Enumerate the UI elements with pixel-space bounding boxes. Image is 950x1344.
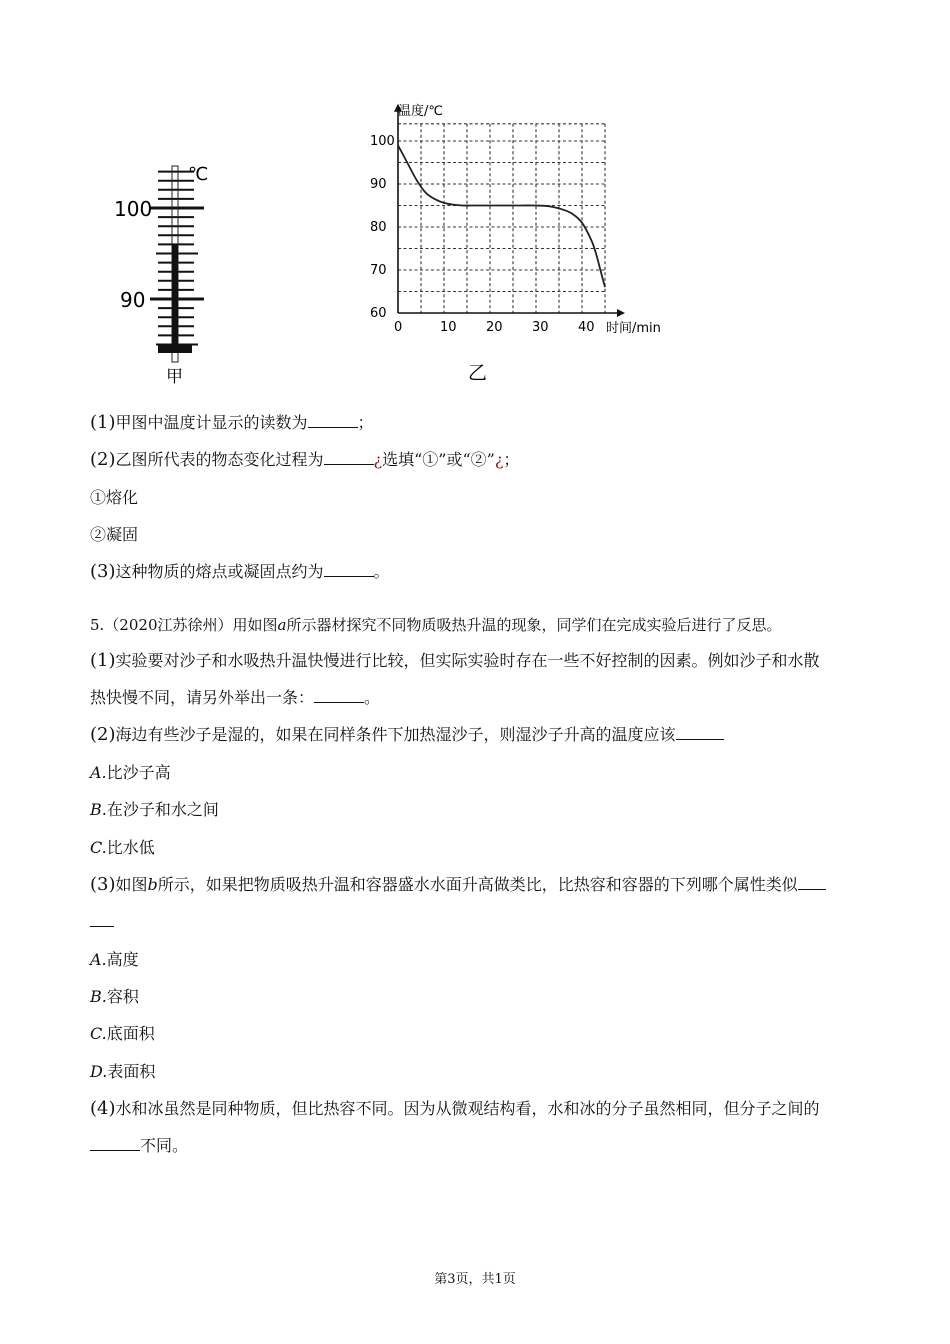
q5-figure-ref-a: a — [277, 616, 287, 634]
q5-part3-option-a[interactable] — [90, 949, 139, 971]
q5-figure-ref-b: b — [147, 875, 158, 894]
q5-part1-end: 。 — [364, 688, 381, 707]
y-tick-label: 80 — [370, 220, 387, 235]
q4-part1-number: (1) — [90, 412, 116, 433]
x-tick-label: 10 — [440, 320, 457, 335]
q4-part2 — [90, 449, 519, 471]
q5-part4-line2 — [90, 1135, 188, 1157]
q4-part2-number: (2) — [90, 449, 116, 470]
page-footer: 第3页，共1页 — [434, 1272, 516, 1287]
q5-part3-option-d[interactable] — [90, 1061, 155, 1083]
option-text: 比沙子高 — [106, 763, 171, 782]
q4-option-1: ①熔化 — [90, 488, 139, 507]
q5-part2 — [90, 724, 724, 746]
q5-part3-text: 所示，如果把物质吸热升温和容器盛水水面升高做类比，比热容和容器的下列哪个属性类似 — [157, 875, 798, 894]
q5-part2-number: (2) — [90, 724, 116, 745]
thermometer-unit: ℃ — [188, 164, 209, 185]
q5-part3-blank-continued — [90, 911, 114, 933]
x-tick-label: 40 — [578, 320, 595, 335]
answer-blank[interactable] — [798, 875, 826, 890]
x-axis-arrow — [617, 309, 625, 317]
q4-part2-symbol-open: ¿ — [373, 450, 383, 469]
q5-heading-text: 所示器材探究不同物质吸热升温的现象，同学们在完成实验后进行了反思。 — [286, 616, 782, 634]
y-tick-label: 60 — [370, 306, 387, 321]
q4-part1-text: 甲图中温度计显示的读数为 — [115, 413, 308, 432]
q5-part1-line2 — [90, 687, 380, 709]
q5-part4-number: (4) — [90, 1098, 116, 1119]
thermometer-mark-90: 90 — [120, 288, 146, 312]
graph-x-axis-label: 时间/min — [606, 321, 661, 336]
x-tick-label: 30 — [532, 320, 549, 335]
option-text: 容积 — [106, 987, 139, 1006]
q4-part1 — [90, 412, 374, 434]
option-letter: C. — [90, 1024, 107, 1043]
q5-part2-text: 海边有些沙子是湿的，如果在同样条件下加热湿沙子，则湿沙子升高的温度应该 — [115, 725, 676, 744]
q5-part2-option-a[interactable] — [90, 762, 171, 784]
q4-part1-end: ； — [357, 413, 374, 432]
x-tick-label: 20 — [486, 320, 503, 335]
q5-part1-number: (1) — [90, 650, 116, 671]
answer-blank[interactable] — [308, 413, 358, 428]
option-letter: A. — [90, 763, 107, 782]
answer-blank[interactable] — [324, 450, 374, 465]
option-text: 在沙子和水之间 — [106, 800, 219, 819]
q5-part4-line1 — [90, 1098, 820, 1120]
option-letter: A. — [90, 950, 107, 969]
q5-part1-text1: 实验要对沙子和水吸热升温快慢进行比较，但实际实验时存在一些不好控制的因素。例如沙子和水散 — [115, 651, 820, 670]
q4-part2-hint: 选填“①”或“②” — [382, 450, 495, 469]
q4-part2-text: 乙图所代表的物态变化过程为 — [115, 450, 324, 469]
y-tick-label: 100 — [370, 134, 395, 149]
option-text: 底面积 — [106, 1024, 155, 1043]
thermometer-caption: 甲 — [166, 367, 183, 387]
q4-part3-end: 。 — [373, 562, 390, 581]
q5-heading-source: 5.（2020江苏徐州）用如图 — [90, 616, 278, 634]
option-letter: D. — [90, 1062, 108, 1081]
graph-x-tick-labels — [394, 320, 595, 335]
q4-part3-text: 这种物质的熔点或凝固点约为 — [115, 562, 324, 581]
graph-grid — [398, 124, 605, 313]
graph-axes — [394, 104, 625, 317]
q5-part4-text2: 不同。 — [140, 1136, 189, 1155]
graph-caption: 乙 — [468, 362, 488, 384]
q4-part3-number: (3) — [90, 561, 116, 582]
q5-part3-option-c[interactable] — [90, 1023, 155, 1045]
q5-part1-text2: 热快慢不同，请另外举出一条： — [90, 688, 315, 707]
answer-blank[interactable] — [90, 1136, 140, 1151]
thermometer-bulb-bar — [158, 345, 192, 353]
q5-part3-text-pre: 如图 — [115, 875, 148, 894]
q5-part2-option-c[interactable] — [90, 837, 155, 859]
x-tick-label: 0 — [394, 320, 403, 335]
answer-blank[interactable] — [90, 912, 114, 927]
option-letter: B. — [90, 987, 107, 1006]
thermometer-liquid-column — [172, 244, 178, 350]
temperature-curve — [398, 145, 605, 287]
answer-blank[interactable] — [676, 725, 724, 740]
graph-y-tick-labels — [370, 134, 395, 321]
thermometer-figure — [100, 150, 230, 390]
graph-y-axis-label: 温度/℃ — [398, 104, 443, 119]
y-tick-label: 70 — [370, 263, 387, 278]
q5-part1-line1 — [90, 650, 820, 672]
q5-heading — [90, 614, 781, 636]
option-text: 高度 — [106, 950, 139, 969]
thermometer-mark-100: 100 — [114, 197, 153, 221]
option-letter: C. — [90, 838, 107, 857]
answer-blank[interactable] — [314, 688, 364, 703]
q5-part3-number: (3) — [90, 874, 116, 895]
y-tick-label: 90 — [370, 177, 387, 192]
q5-part4-text1: 水和冰虽然是同种物质，但比热容不同。因为从微观结构看，水和冰的分子虽然相同，但分子之间的 — [115, 1099, 820, 1118]
q4-part3 — [90, 561, 390, 583]
q5-part3-option-b[interactable] — [90, 986, 139, 1008]
q4-option-2: ②凝固 — [90, 525, 139, 544]
option-text: 比水低 — [106, 838, 155, 857]
answer-blank[interactable] — [324, 562, 374, 577]
q4-part2-end: ； — [503, 450, 520, 469]
q5-part2-option-b[interactable] — [90, 799, 219, 821]
option-text: 表面积 — [107, 1062, 156, 1081]
q5-part3 — [90, 874, 826, 896]
q4-part2-symbol-close: ¿ — [494, 450, 504, 469]
temperature-time-graph — [360, 95, 700, 395]
option-letter: B. — [90, 800, 107, 819]
